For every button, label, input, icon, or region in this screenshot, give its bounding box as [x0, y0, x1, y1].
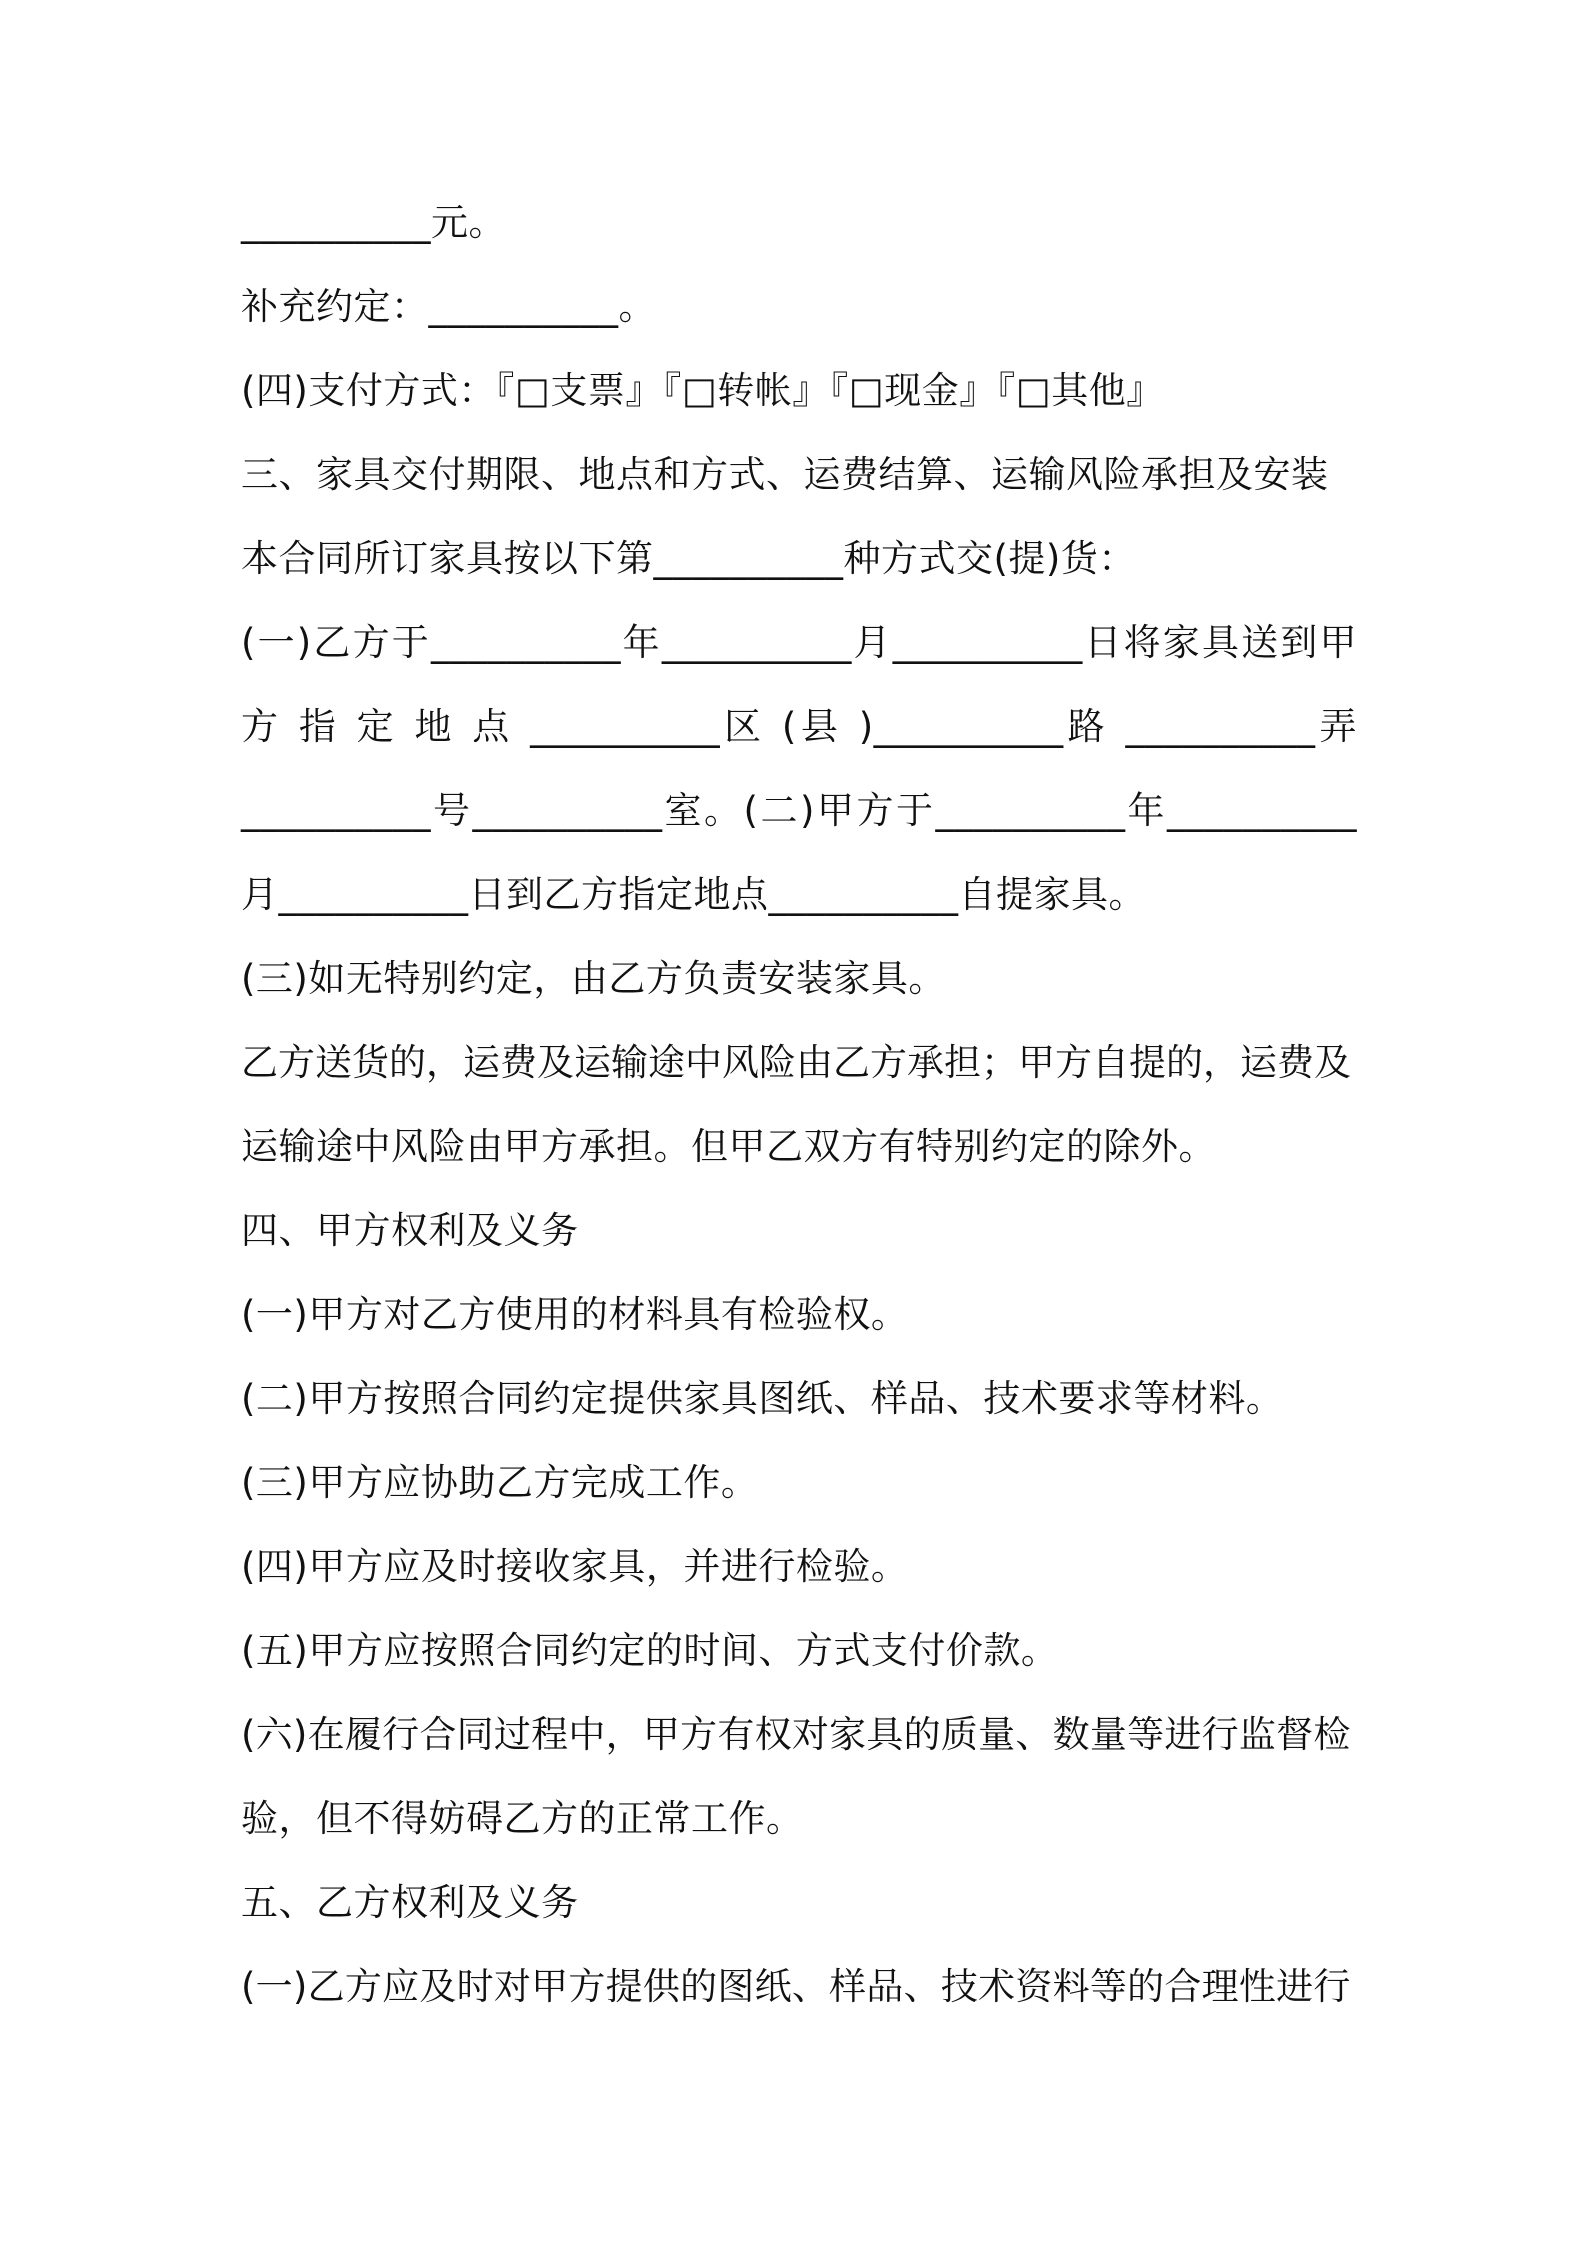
text-line-party-b-1: (一)乙方应及时对甲方提供的图纸、样品、技术资料等的合理性进行: [241, 1965, 1351, 2008]
text-line-payment-method: (四)支付方式：『□支票』『□转帐』『□现金』『□其他』: [241, 369, 1164, 412]
text-line-delivery-2: 月__________日到乙方指定地点__________自提家具。: [241, 873, 1146, 916]
text-line-freight-risk-b: 运输途中风险由甲方承担。但甲乙双方有特别约定的除外。: [241, 1125, 1216, 1168]
section-heading-party-a: 四、甲方权利及义务: [241, 1209, 579, 1252]
text-line-party-a-3: (三)甲方应协助乙方完成工作。: [241, 1461, 759, 1504]
text-line-delivery-1a: [241, 616, 1357, 670]
text-line-delivery-1a-text: (一)乙方于__________年__________月__________日将家具送到甲: [241, 621, 1357, 664]
text-line-delivery-1b-text: 方 指 定 地 点 __________区 (县 )__________路 __________弄: [241, 705, 1357, 748]
text-line-delivery-option: 本合同所订家具按以下第__________种方式交(提)货：: [241, 537, 1136, 580]
text-line-party-a-2: (二)甲方按照合同约定提供家具图纸、样品、技术要求等材料。: [241, 1377, 1284, 1420]
text-line-supplementary: 补充约定：__________。: [241, 285, 656, 328]
text-line-party-a-6a: (六)在履行合同过程中，甲方有权对家具的质量、数量等进行监督检: [241, 1713, 1351, 1756]
section-heading-delivery: 三、家具交付期限、地点和方式、运费结算、运输风险承担及安装: [241, 453, 1329, 496]
text-line-party-a-6b: 验，但不得妨碍乙方的正常工作。: [241, 1797, 804, 1840]
text-line-installation: (三)如无特别约定，由乙方负责安装家具。: [241, 957, 946, 1000]
text-line-delivery-1b: [241, 700, 1357, 754]
text-line-party-a-1: (一)甲方对乙方使用的材料具有检验权。: [241, 1293, 909, 1336]
text-line-delivery-1c: [241, 784, 1357, 838]
section-heading-party-b: 五、乙方权利及义务: [241, 1881, 579, 1924]
text-line-party-a-4: (四)甲方应及时接收家具，并进行检验。: [241, 1545, 909, 1588]
text-line-party-a-5: (五)甲方应按照合同约定的时间、方式支付价款。: [241, 1629, 1059, 1672]
text-line-freight-risk-a: 乙方送货的，运费及运输途中风险由乙方承担；甲方自提的，运费及: [241, 1041, 1351, 1084]
text-line-delivery-1c-text: __________号__________室。(二)甲方于__________年__________: [241, 789, 1357, 832]
text-line-amount-blank: __________元。: [241, 201, 506, 244]
